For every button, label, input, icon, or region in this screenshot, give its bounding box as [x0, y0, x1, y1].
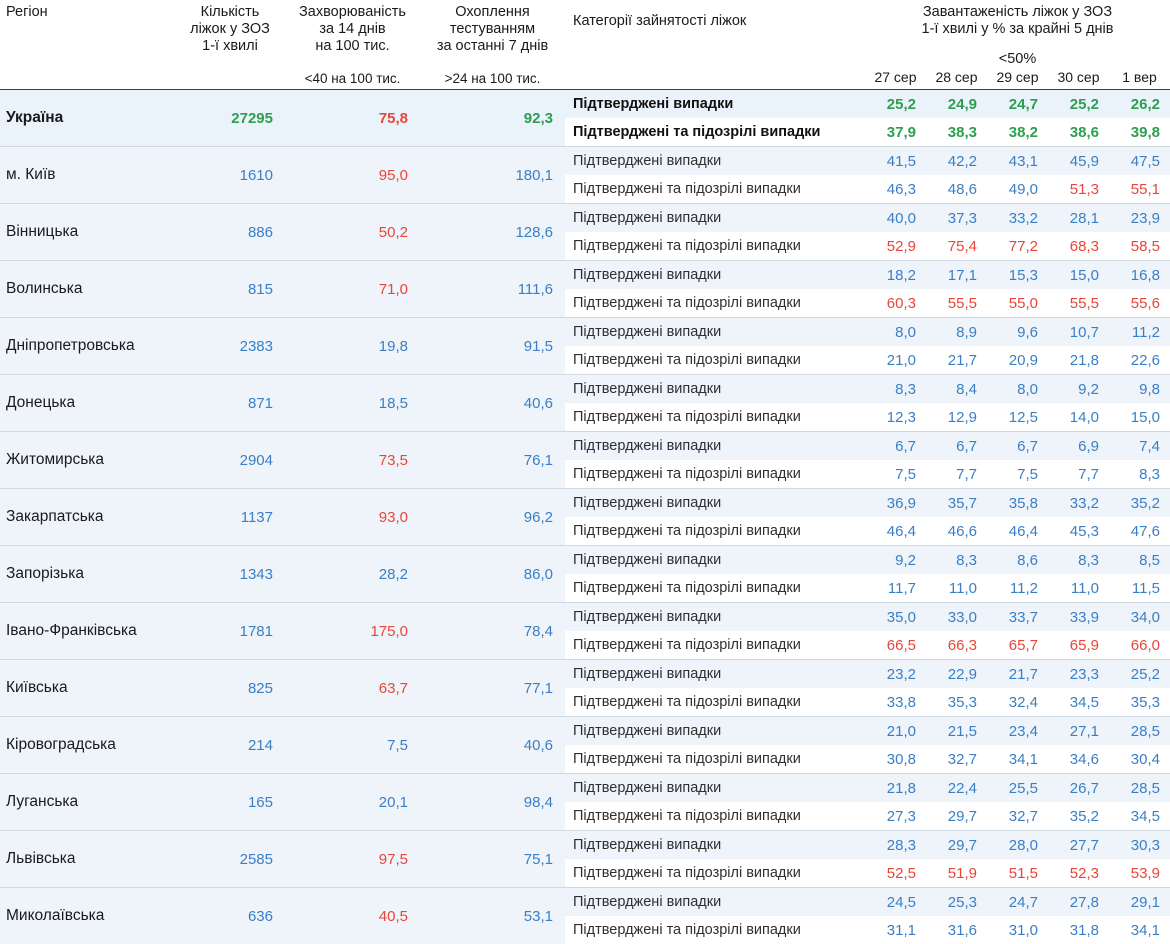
- header-testing-line1: Охоплення: [455, 4, 530, 20]
- row-confirmed-day-1: 6,7: [926, 432, 987, 461]
- row-category-confirmed: Підтверджені випадки: [565, 717, 865, 746]
- row-category-confirmed-suspected: Підтверджені та підозрілі випадки: [565, 859, 865, 888]
- row-confirmed-day-0: 21,0: [865, 717, 926, 746]
- row-incidence: 71,0: [285, 261, 420, 318]
- row-beds: 2904: [175, 432, 285, 489]
- row-incidence: 175,0: [285, 603, 420, 660]
- row-region: м. Київ: [0, 147, 175, 204]
- row-suspected-day-4: 55,6: [1109, 289, 1170, 318]
- header-beds-line1: Кількість: [200, 4, 260, 20]
- row-suspected-day-3: 45,3: [1048, 517, 1109, 546]
- row-suspected-day-2: 32,7: [987, 802, 1048, 831]
- table-row: [0, 603, 1170, 632]
- row-confirmed-day-0: 28,3: [865, 831, 926, 860]
- row-confirmed-day-2: 43,1: [987, 147, 1048, 176]
- row-suspected-day-4: 30,4: [1109, 745, 1170, 774]
- row-suspected-day-0: 60,3: [865, 289, 926, 318]
- row-confirmed-day-2: 21,7: [987, 660, 1048, 689]
- row-beds: 2383: [175, 318, 285, 375]
- row-testing: 86,0: [420, 546, 565, 603]
- table-row: [0, 261, 1170, 290]
- row-category-confirmed-suspected: Підтверджені та підозрілі випадки: [565, 175, 865, 204]
- row-suspected-day-4: 58,5: [1109, 232, 1170, 261]
- table-row: [0, 375, 1170, 404]
- row-testing: 98,4: [420, 774, 565, 831]
- row-confirmed-day-0: 8,3: [865, 375, 926, 404]
- row-region: Донецька: [0, 375, 175, 432]
- row-suspected-day-2: 77,2: [987, 232, 1048, 261]
- row-testing: 78,4: [420, 603, 565, 660]
- row-category-confirmed-suspected: Підтверджені та підозрілі випадки: [565, 460, 865, 489]
- row-confirmed-day-2: 23,4: [987, 717, 1048, 746]
- row-suspected-day-2: 38,2: [987, 118, 1048, 147]
- header-day-2: 29 сер: [996, 69, 1039, 86]
- row-suspected-day-1: 55,5: [926, 289, 987, 318]
- header-day-1: 28 сер: [935, 69, 978, 86]
- table-row: [0, 660, 1170, 689]
- row-testing: 76,1: [420, 432, 565, 489]
- row-suspected-day-0: 21,0: [865, 346, 926, 375]
- row-category-confirmed-suspected: Підтверджені та підозрілі випадки: [565, 574, 865, 603]
- row-suspected-day-4: 15,0: [1109, 403, 1170, 432]
- table-row: [0, 774, 1170, 803]
- row-category-confirmed-suspected: Підтверджені та підозрілі випадки: [565, 289, 865, 318]
- table-row: [0, 489, 1170, 518]
- row-suspected-day-0: 31,1: [865, 916, 926, 944]
- row-confirmed-day-0: 40,0: [865, 204, 926, 233]
- row-suspected-day-2: 46,4: [987, 517, 1048, 546]
- row-confirmed-day-4: 9,8: [1109, 375, 1170, 404]
- row-region: Миколаївська: [0, 888, 175, 944]
- row-confirmed-day-2: 9,6: [987, 318, 1048, 347]
- row-beds: 825: [175, 660, 285, 717]
- row-confirmed-day-3: 15,0: [1048, 261, 1109, 290]
- row-suspected-day-4: 34,5: [1109, 802, 1170, 831]
- header-beds: [175, 0, 285, 68]
- row-category-confirmed-suspected: Підтверджені та підозрілі випадки: [565, 517, 865, 546]
- row-incidence: 28,2: [285, 546, 420, 603]
- row-confirmed-day-2: 25,5: [987, 774, 1048, 803]
- row-confirmed-day-4: 16,8: [1109, 261, 1170, 290]
- row-beds: 2585: [175, 831, 285, 888]
- row-suspected-day-0: 30,8: [865, 745, 926, 774]
- row-category-confirmed-suspected: Підтверджені та підозрілі випадки: [565, 118, 865, 147]
- row-category-confirmed-suspected: Підтверджені та підозрілі випадки: [565, 688, 865, 717]
- row-category-confirmed: Підтверджені випадки: [565, 831, 865, 860]
- header-day-3: 30 сер: [1057, 69, 1100, 86]
- row-confirmed-day-0: 21,8: [865, 774, 926, 803]
- row-suspected-day-4: 66,0: [1109, 631, 1170, 660]
- row-confirmed-day-3: 23,3: [1048, 660, 1109, 689]
- row-confirmed-day-1: 29,7: [926, 831, 987, 860]
- row-category-confirmed-suspected: Підтверджені та підозрілі випадки: [565, 745, 865, 774]
- row-confirmed-day-4: 35,2: [1109, 489, 1170, 518]
- row-suspected-day-0: 66,5: [865, 631, 926, 660]
- row-suspected-day-3: 34,6: [1048, 745, 1109, 774]
- row-category-confirmed-suspected: Підтверджені та підозрілі випадки: [565, 631, 865, 660]
- header-beds-line2: ліжок у ЗОЗ: [190, 21, 270, 38]
- row-incidence: 7,5: [285, 717, 420, 774]
- table-row: [0, 204, 1170, 233]
- row-testing: 53,1: [420, 888, 565, 944]
- row-region: Луганська: [0, 774, 175, 831]
- row-suspected-day-2: 34,1: [987, 745, 1048, 774]
- header-testing-threshold: >24 на 100 тис.: [444, 70, 541, 86]
- row-incidence: 40,5: [285, 888, 420, 944]
- row-confirmed-day-3: 27,7: [1048, 831, 1109, 860]
- row-region: Волинська: [0, 261, 175, 318]
- report-body: [0, 90, 1170, 944]
- row-confirmed-day-4: 28,5: [1109, 774, 1170, 803]
- row-suspected-day-4: 53,9: [1109, 859, 1170, 888]
- header-beds-line3: 1-ї хвилі: [202, 38, 258, 55]
- row-suspected-day-2: 32,4: [987, 688, 1048, 717]
- row-confirmed-day-0: 25,2: [865, 90, 926, 119]
- row-incidence: 19,8: [285, 318, 420, 375]
- row-confirmed-day-1: 21,5: [926, 717, 987, 746]
- row-testing: 96,2: [420, 489, 565, 546]
- row-confirmed-day-4: 25,2: [1109, 660, 1170, 689]
- header-load-line1: Завантаженість ліжок у ЗОЗ: [922, 4, 1113, 20]
- row-confirmed-day-4: 23,9: [1109, 204, 1170, 233]
- row-confirmed-day-2: 24,7: [987, 888, 1048, 917]
- row-suspected-day-1: 75,4: [926, 232, 987, 261]
- row-suspected-day-3: 7,7: [1048, 460, 1109, 489]
- row-suspected-day-2: 12,5: [987, 403, 1048, 432]
- row-confirmed-day-1: 25,3: [926, 888, 987, 917]
- row-confirmed-day-3: 8,3: [1048, 546, 1109, 575]
- row-confirmed-day-2: 24,7: [987, 90, 1048, 119]
- header-load: [865, 0, 1170, 39]
- row-beds: 886: [175, 204, 285, 261]
- row-confirmed-day-4: 11,2: [1109, 318, 1170, 347]
- row-beds: 1781: [175, 603, 285, 660]
- row-confirmed-day-2: 6,7: [987, 432, 1048, 461]
- row-region: Івано-Франківська: [0, 603, 175, 660]
- row-suspected-day-3: 38,6: [1048, 118, 1109, 147]
- row-testing: 180,1: [420, 147, 565, 204]
- header-categories: Категорії зайнятості ліжок: [573, 13, 747, 30]
- row-confirmed-day-2: 15,3: [987, 261, 1048, 290]
- header-row-titles: [0, 0, 1170, 39]
- row-beds: 214: [175, 717, 285, 774]
- row-category-confirmed-suspected: Підтверджені та підозрілі випадки: [565, 346, 865, 375]
- row-category-confirmed-suspected: Підтверджені та підозрілі випадки: [565, 916, 865, 944]
- row-suspected-day-3: 11,0: [1048, 574, 1109, 603]
- row-suspected-day-1: 48,6: [926, 175, 987, 204]
- row-confirmed-day-1: 24,9: [926, 90, 987, 119]
- row-category-confirmed: Підтверджені випадки: [565, 318, 865, 347]
- row-region: Україна: [0, 90, 175, 147]
- row-suspected-day-2: 11,2: [987, 574, 1048, 603]
- row-category-confirmed-suspected: Підтверджені та підозрілі випадки: [565, 802, 865, 831]
- row-suspected-day-4: 39,8: [1109, 118, 1170, 147]
- row-incidence: 75,8: [285, 90, 420, 147]
- row-category-confirmed: Підтверджені випадки: [565, 660, 865, 689]
- row-suspected-day-3: 51,3: [1048, 175, 1109, 204]
- row-incidence: 20,1: [285, 774, 420, 831]
- row-suspected-day-0: 33,8: [865, 688, 926, 717]
- row-beds: 27295: [175, 90, 285, 147]
- row-confirmed-day-3: 45,9: [1048, 147, 1109, 176]
- row-category-confirmed: Підтверджені випадки: [565, 489, 865, 518]
- row-region: Житомирська: [0, 432, 175, 489]
- row-suspected-day-1: 51,9: [926, 859, 987, 888]
- table-row: [0, 90, 1170, 119]
- row-region: Львівська: [0, 831, 175, 888]
- header-row-days: [0, 68, 1170, 87]
- row-beds: 815: [175, 261, 285, 318]
- row-suspected-day-1: 7,7: [926, 460, 987, 489]
- row-suspected-day-1: 66,3: [926, 631, 987, 660]
- row-suspected-day-3: 34,5: [1048, 688, 1109, 717]
- header-testing-line2: тестуванням: [449, 21, 536, 38]
- row-suspected-day-1: 32,7: [926, 745, 987, 774]
- row-beds: 1343: [175, 546, 285, 603]
- row-suspected-day-2: 49,0: [987, 175, 1048, 204]
- row-confirmed-day-0: 36,9: [865, 489, 926, 518]
- row-confirmed-day-4: 7,4: [1109, 432, 1170, 461]
- row-suspected-day-4: 8,3: [1109, 460, 1170, 489]
- row-confirmed-day-0: 8,0: [865, 318, 926, 347]
- row-confirmed-day-2: 8,0: [987, 375, 1048, 404]
- table-row: [0, 546, 1170, 575]
- row-category-confirmed: Підтверджені випадки: [565, 204, 865, 233]
- row-testing: 77,1: [420, 660, 565, 717]
- row-suspected-day-0: 46,4: [865, 517, 926, 546]
- row-confirmed-day-2: 35,8: [987, 489, 1048, 518]
- row-confirmed-day-4: 29,1: [1109, 888, 1170, 917]
- table-row: [0, 831, 1170, 860]
- row-suspected-day-1: 38,3: [926, 118, 987, 147]
- row-suspected-day-1: 31,6: [926, 916, 987, 944]
- header-day-4: 1 вер: [1122, 69, 1157, 86]
- row-confirmed-day-0: 6,7: [865, 432, 926, 461]
- row-confirmed-day-3: 27,1: [1048, 717, 1109, 746]
- row-testing: 40,6: [420, 717, 565, 774]
- header-incidence-line2: за 14 днів: [319, 21, 386, 38]
- row-beds: 1137: [175, 489, 285, 546]
- header-incidence-line3: на 100 тис.: [315, 38, 390, 55]
- row-beds: 1610: [175, 147, 285, 204]
- row-suspected-day-1: 11,0: [926, 574, 987, 603]
- row-confirmed-day-3: 27,8: [1048, 888, 1109, 917]
- header-day-0: 27 сер: [874, 69, 917, 86]
- row-testing: 75,1: [420, 831, 565, 888]
- row-confirmed-day-3: 9,2: [1048, 375, 1109, 404]
- row-suspected-day-0: 52,5: [865, 859, 926, 888]
- row-suspected-day-0: 52,9: [865, 232, 926, 261]
- row-suspected-day-2: 51,5: [987, 859, 1048, 888]
- row-suspected-day-1: 35,3: [926, 688, 987, 717]
- row-confirmed-day-1: 33,0: [926, 603, 987, 632]
- row-incidence: 63,7: [285, 660, 420, 717]
- row-suspected-day-1: 12,9: [926, 403, 987, 432]
- header-load-threshold: <50%: [998, 51, 1037, 68]
- row-confirmed-day-0: 35,0: [865, 603, 926, 632]
- row-incidence: 97,5: [285, 831, 420, 888]
- row-incidence: 18,5: [285, 375, 420, 432]
- row-suspected-day-1: 21,7: [926, 346, 987, 375]
- row-confirmed-day-4: 34,0: [1109, 603, 1170, 632]
- row-category-confirmed: Підтверджені випадки: [565, 432, 865, 461]
- row-region: Київська: [0, 660, 175, 717]
- row-confirmed-day-1: 22,9: [926, 660, 987, 689]
- row-confirmed-day-1: 8,9: [926, 318, 987, 347]
- row-suspected-day-0: 27,3: [865, 802, 926, 831]
- row-testing: 91,5: [420, 318, 565, 375]
- row-suspected-day-1: 46,6: [926, 517, 987, 546]
- row-category-confirmed: Підтверджені випадки: [565, 546, 865, 575]
- row-category-confirmed: Підтверджені випадки: [565, 774, 865, 803]
- row-suspected-day-3: 52,3: [1048, 859, 1109, 888]
- row-suspected-day-4: 22,6: [1109, 346, 1170, 375]
- row-suspected-day-2: 20,9: [987, 346, 1048, 375]
- row-region: Кіровоградська: [0, 717, 175, 774]
- row-suspected-day-2: 65,7: [987, 631, 1048, 660]
- row-suspected-day-3: 14,0: [1048, 403, 1109, 432]
- row-confirmed-day-2: 28,0: [987, 831, 1048, 860]
- table-row: [0, 432, 1170, 461]
- row-suspected-day-3: 68,3: [1048, 232, 1109, 261]
- row-category-confirmed-suspected: Підтверджені та підозрілі випадки: [565, 232, 865, 261]
- row-confirmed-day-0: 41,5: [865, 147, 926, 176]
- row-confirmed-day-3: 28,1: [1048, 204, 1109, 233]
- row-category-confirmed: Підтверджені випадки: [565, 603, 865, 632]
- row-confirmed-day-0: 24,5: [865, 888, 926, 917]
- row-testing: 111,6: [420, 261, 565, 318]
- row-confirmed-day-4: 8,5: [1109, 546, 1170, 575]
- row-confirmed-day-1: 8,4: [926, 375, 987, 404]
- header-testing-line3: за останні 7 днів: [436, 38, 549, 55]
- row-confirmed-day-4: 30,3: [1109, 831, 1170, 860]
- row-category-confirmed: Підтверджені випадки: [565, 90, 865, 119]
- row-suspected-day-2: 7,5: [987, 460, 1048, 489]
- row-confirmed-day-1: 17,1: [926, 261, 987, 290]
- row-confirmed-day-1: 42,2: [926, 147, 987, 176]
- row-confirmed-day-4: 47,5: [1109, 147, 1170, 176]
- row-testing: 40,6: [420, 375, 565, 432]
- row-confirmed-day-0: 9,2: [865, 546, 926, 575]
- row-suspected-day-4: 47,6: [1109, 517, 1170, 546]
- table-row: [0, 318, 1170, 347]
- row-testing: 92,3: [420, 90, 565, 147]
- row-suspected-day-2: 55,0: [987, 289, 1048, 318]
- row-suspected-day-1: 29,7: [926, 802, 987, 831]
- table-row: [0, 147, 1170, 176]
- row-category-confirmed: Підтверджені випадки: [565, 147, 865, 176]
- row-suspected-day-3: 31,8: [1048, 916, 1109, 944]
- row-incidence: 93,0: [285, 489, 420, 546]
- header-load-line2: 1-ї хвилі у % за крайні 5 днів: [921, 21, 1114, 38]
- row-confirmed-day-3: 33,2: [1048, 489, 1109, 518]
- row-suspected-day-0: 12,3: [865, 403, 926, 432]
- row-confirmed-day-3: 10,7: [1048, 318, 1109, 347]
- row-suspected-day-4: 35,3: [1109, 688, 1170, 717]
- row-region: Закарпатська: [0, 489, 175, 546]
- header-testing: [420, 0, 565, 68]
- row-incidence: 95,0: [285, 147, 420, 204]
- row-suspected-day-2: 31,0: [987, 916, 1048, 944]
- row-category-confirmed: Підтверджені випадки: [565, 375, 865, 404]
- row-suspected-day-3: 35,2: [1048, 802, 1109, 831]
- row-confirmed-day-0: 18,2: [865, 261, 926, 290]
- row-confirmed-day-3: 33,9: [1048, 603, 1109, 632]
- row-confirmed-day-1: 22,4: [926, 774, 987, 803]
- row-suspected-day-3: 21,8: [1048, 346, 1109, 375]
- row-suspected-day-3: 55,5: [1048, 289, 1109, 318]
- row-confirmed-day-3: 25,2: [1048, 90, 1109, 119]
- row-suspected-day-4: 55,1: [1109, 175, 1170, 204]
- row-suspected-day-0: 37,9: [865, 118, 926, 147]
- row-confirmed-day-2: 33,2: [987, 204, 1048, 233]
- row-region: Дніпропетровська: [0, 318, 175, 375]
- row-suspected-day-3: 65,9: [1048, 631, 1109, 660]
- row-confirmed-day-2: 33,7: [987, 603, 1048, 632]
- row-confirmed-day-3: 26,7: [1048, 774, 1109, 803]
- row-category-confirmed: Підтверджені випадки: [565, 888, 865, 917]
- row-confirmed-day-3: 6,9: [1048, 432, 1109, 461]
- table-row: [0, 888, 1170, 917]
- row-region: Вінницька: [0, 204, 175, 261]
- row-beds: 636: [175, 888, 285, 944]
- header-region: Регіон: [6, 4, 48, 20]
- row-confirmed-day-2: 8,6: [987, 546, 1048, 575]
- row-confirmed-day-1: 37,3: [926, 204, 987, 233]
- row-confirmed-day-1: 35,7: [926, 489, 987, 518]
- row-incidence: 73,5: [285, 432, 420, 489]
- row-suspected-day-0: 46,3: [865, 175, 926, 204]
- header-incidence-line1: Захворюваність: [299, 4, 406, 20]
- row-incidence: 50,2: [285, 204, 420, 261]
- table-row: [0, 717, 1170, 746]
- header-incidence: [285, 0, 420, 68]
- row-region: Запорізька: [0, 546, 175, 603]
- row-confirmed-day-4: 26,2: [1109, 90, 1170, 119]
- row-suspected-day-0: 11,7: [865, 574, 926, 603]
- header-incidence-threshold: <40 на 100 тис.: [304, 70, 401, 86]
- row-beds: 165: [175, 774, 285, 831]
- row-category-confirmed-suspected: Підтверджені та підозрілі випадки: [565, 403, 865, 432]
- row-suspected-day-4: 34,1: [1109, 916, 1170, 944]
- row-confirmed-day-4: 28,5: [1109, 717, 1170, 746]
- row-category-confirmed: Підтверджені випадки: [565, 261, 865, 290]
- row-confirmed-day-1: 8,3: [926, 546, 987, 575]
- row-confirmed-day-0: 23,2: [865, 660, 926, 689]
- row-testing: 128,6: [420, 204, 565, 261]
- row-suspected-day-0: 7,5: [865, 460, 926, 489]
- row-beds: 871: [175, 375, 285, 432]
- row-suspected-day-4: 11,5: [1109, 574, 1170, 603]
